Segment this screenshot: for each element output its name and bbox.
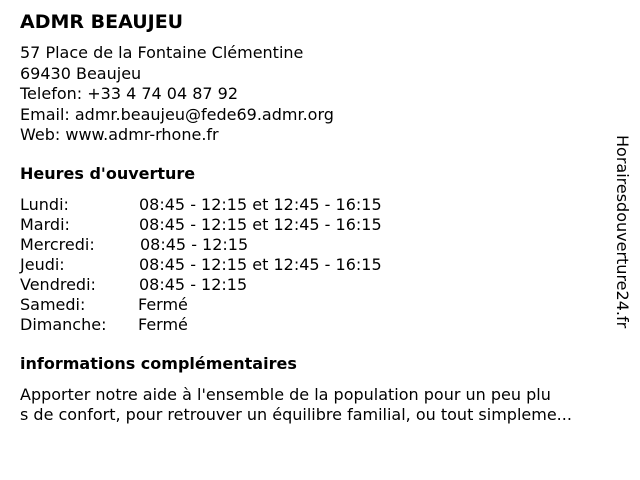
time-value: 08:45 - 12:15 et 12:45 - 16:15 [139, 195, 382, 214]
info-heading: informations complémentaires [20, 354, 297, 373]
phone-line: Telefon: +33 4 74 04 87 92 [20, 84, 239, 103]
day-label: Jeudi: [20, 255, 65, 274]
info-line-1: Apporter notre aide à l'ensemble de la population pour un peu plu [20, 385, 551, 404]
day-label: Mercredi: [20, 235, 95, 254]
web-line: Web: www.admr-rhone.fr [20, 125, 219, 144]
address-line-1: 57 Place de la Fontaine Clémentine [20, 43, 304, 62]
day-label: Dimanche: [20, 315, 107, 334]
time-value: 08:45 - 12:15 [140, 235, 249, 254]
business-name: ADMR BEAUJEU [20, 11, 184, 33]
time-value: 08:45 - 12:15 et 12:45 - 16:15 [139, 255, 382, 274]
day-label: Vendredi: [20, 275, 96, 294]
email-line: Email: admr.beaujeu@fede69.admr.org [20, 104, 334, 124]
info-line-2: s de confort, pour retrouver un équilibre familial, ou tout simpleme... [20, 405, 572, 424]
day-label: Lundi: [20, 195, 69, 214]
time-value: Fermé [138, 295, 188, 314]
hours-heading: Heures d'ouverture [20, 164, 196, 183]
day-label: Samedi: [20, 295, 86, 314]
site-watermark: Horairesdouverture24.fr [613, 135, 632, 329]
time-value: 08:45 - 12:15 et 12:45 - 16:15 [139, 215, 382, 234]
time-value: Fermé [138, 315, 188, 334]
time-value: 08:45 - 12:15 [139, 275, 248, 294]
contact-block [20, 43, 334, 146]
address-line-2: 69430 Beaujeu [20, 63, 142, 83]
info-description [20, 385, 630, 425]
day-label: Mardi: [20, 215, 70, 234]
